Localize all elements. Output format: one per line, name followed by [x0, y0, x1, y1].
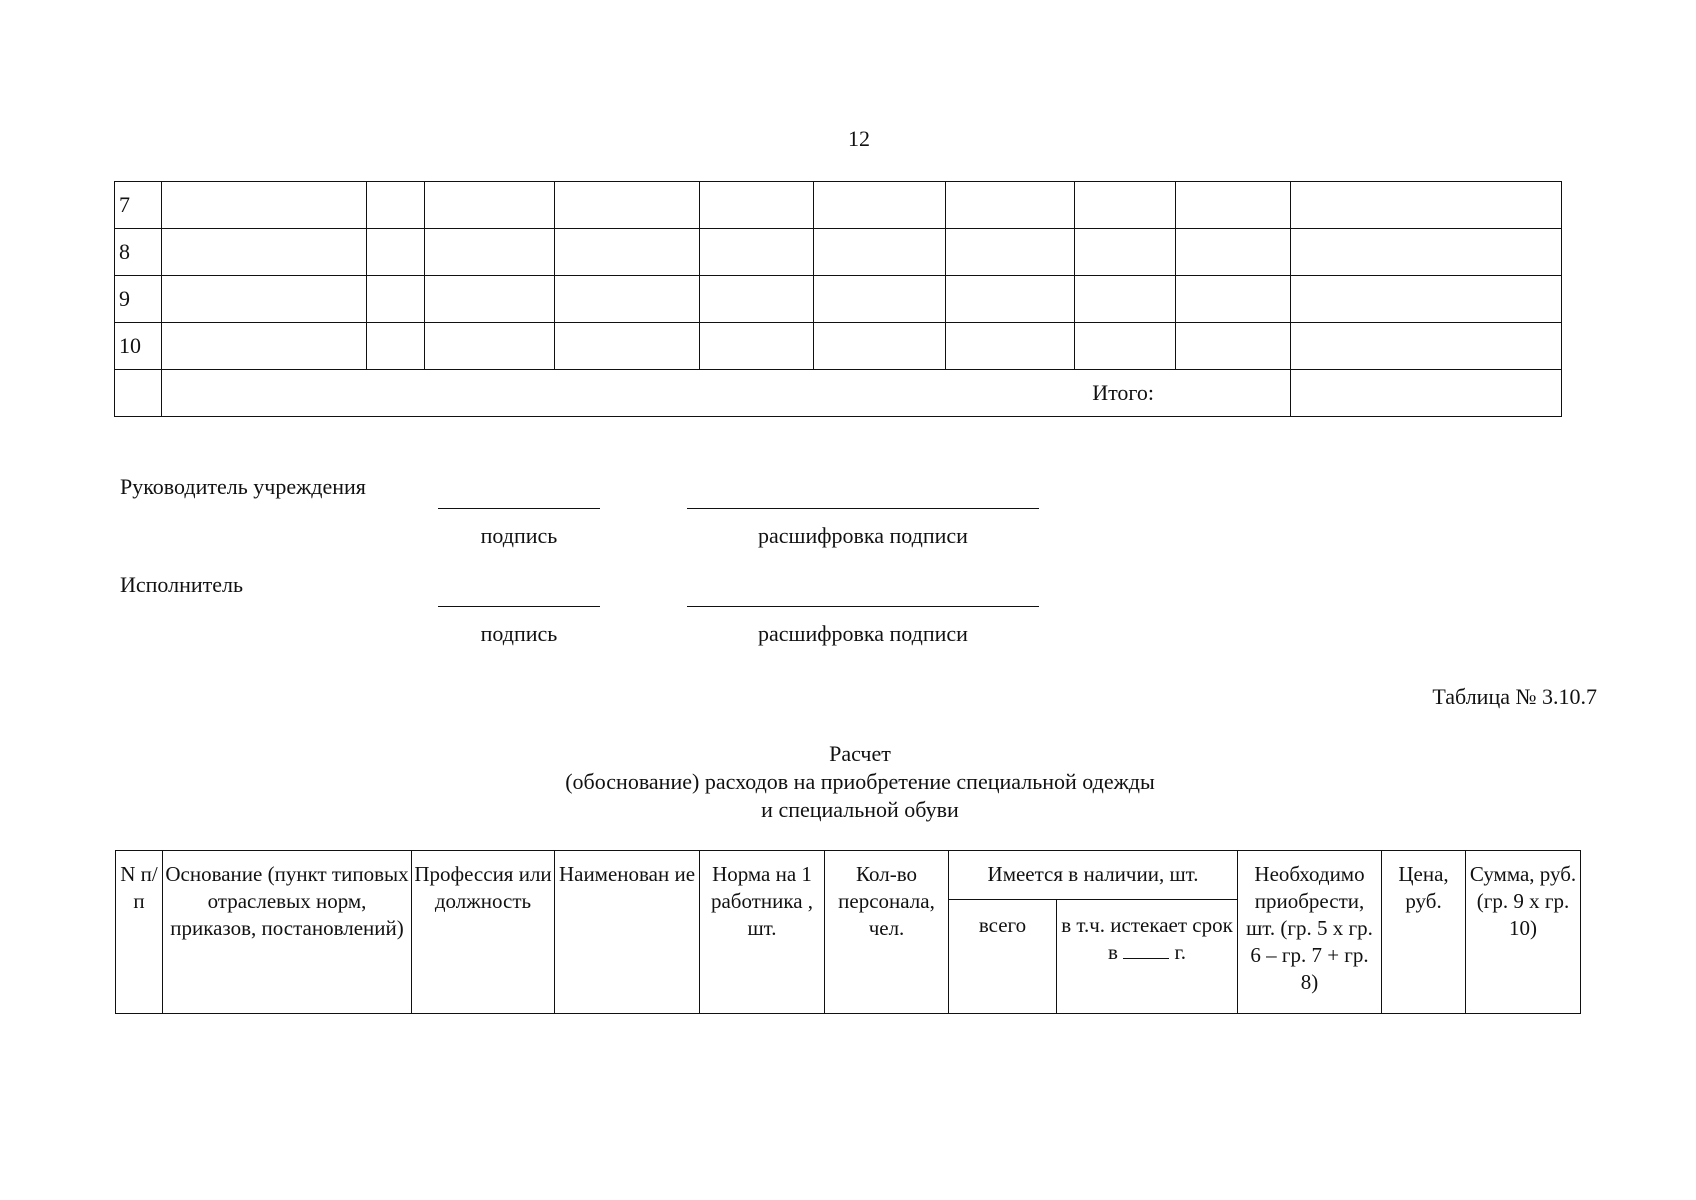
total-row: [115, 370, 1562, 417]
head-of-institution-label: Руководитель учреждения: [120, 474, 366, 499]
heading-line-1: Расчет: [829, 741, 891, 766]
header-staff: Кол-во персонала, чел.: [825, 851, 949, 1014]
row-number: 9: [115, 276, 162, 323]
expiring-suffix: г.: [1174, 940, 1186, 964]
header-norm: Норма на 1 работника , шт.: [700, 851, 825, 1014]
header-price: Цена, руб.: [1382, 851, 1466, 1014]
table-heading: [440, 740, 1280, 824]
signature-line: [438, 606, 600, 607]
row-number: 10: [115, 323, 162, 370]
table-row: [115, 229, 1562, 276]
row-number: 7: [115, 182, 162, 229]
header-basis: Основание (пункт типовых отраслевых норм, приказов, постановлений): [163, 851, 412, 1014]
table-number: Таблица № 3.10.7: [1432, 684, 1597, 709]
signature-caption: подпись: [480, 523, 558, 548]
page-number: 12: [848, 126, 870, 151]
signature-line: [438, 508, 600, 509]
year-blank: [1123, 940, 1169, 959]
decoding-caption: расшифровка подписи: [758, 621, 968, 646]
header-profession: Профессия или должность: [412, 851, 555, 1014]
table-row: [115, 323, 1562, 370]
header-available: Имеется в наличии, шт.: [949, 851, 1238, 900]
expiring-prefix: в т.ч. истекает срок в: [1061, 913, 1233, 964]
expense-calculation-table: [115, 850, 1581, 1014]
header-expiring: [1057, 900, 1238, 1014]
table-row: [115, 276, 1562, 323]
heading-line-2: (обоснование) расходов на приобретение специальной одежды: [565, 769, 1155, 794]
header-needed: Необходимо приобрести, шт. (гр. 5 х гр. 6 – гр. 7 + гр. 8): [1238, 851, 1382, 1014]
heading-line-3: и специальной обуви: [761, 797, 959, 822]
header-sum: Сумма, руб. (гр. 9 х гр. 10): [1466, 851, 1581, 1014]
decoding-caption: расшифровка подписи: [758, 523, 968, 548]
table-row: [115, 182, 1562, 229]
total-value-cell: [1291, 370, 1562, 417]
decoding-line: [687, 508, 1039, 509]
header-num: N п/п: [116, 851, 163, 1014]
row-number: 8: [115, 229, 162, 276]
header-available-total: всего: [949, 900, 1057, 1014]
decoding-line: [687, 606, 1039, 607]
continuation-table: [114, 181, 1562, 417]
executor-label: Исполнитель: [120, 572, 244, 597]
header-name: Наименован ие: [555, 851, 700, 1014]
total-label: Итого:: [162, 370, 1291, 417]
signature-caption: подпись: [480, 621, 558, 646]
